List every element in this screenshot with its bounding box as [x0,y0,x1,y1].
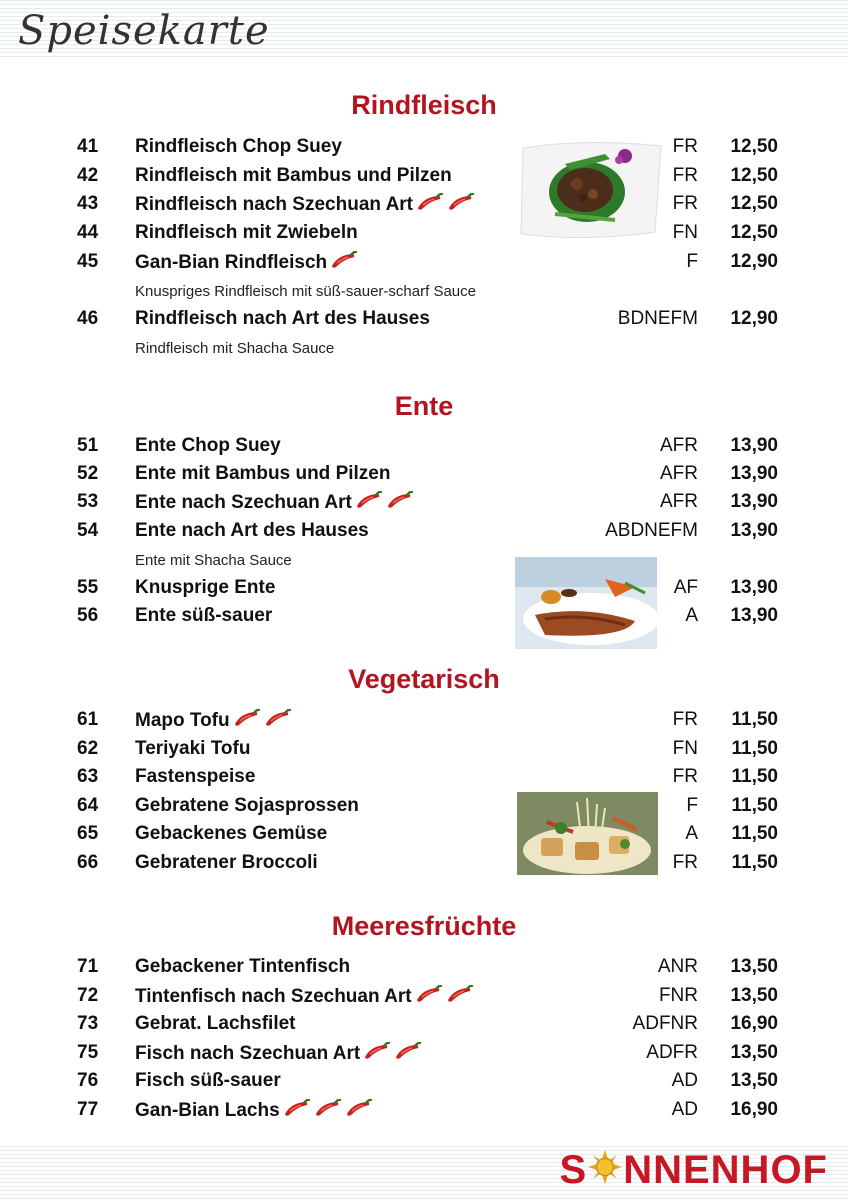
allergen-codes: A [685,605,698,626]
item-name: Tintenfisch nach Szechuan Art [135,986,412,1008]
item-name-wrapper [135,577,275,599]
allergen-codes: AD [671,1099,698,1120]
item-name: Ente süß-sauer [135,605,273,626]
menu-item-row [0,308,848,336]
chili-icon [446,985,474,1009]
item-name-wrapper [135,308,430,330]
item-number: 73 [77,1013,99,1034]
item-number: 44 [77,222,99,243]
item-price: 11,50 [731,852,778,873]
menu-item-row [0,435,848,463]
item-name: Teriyaki Tofu [135,738,251,759]
menu-item-row [0,251,848,279]
item-price: 13,90 [730,605,778,626]
item-price: 11,50 [731,709,778,730]
menu-item-row [0,136,848,164]
section-title-rindfleisch: Rindfleisch [351,90,497,120]
item-price: 12,50 [730,222,778,243]
item-price: 12,50 [730,165,778,186]
chili-icon [386,491,414,515]
item-number: 51 [77,435,99,456]
item-name: Gebratener Broccoli [135,852,318,873]
sun-icon [587,1149,623,1195]
item-number: 72 [77,985,99,1006]
item-price: 16,90 [730,1013,778,1034]
item-name-wrapper [135,852,318,874]
menu-item-row [0,491,848,519]
item-price: 12,50 [730,136,778,157]
chili-icon [355,491,383,515]
item-price: 13,90 [730,463,778,484]
menu-item-row [0,956,848,984]
item-price: 12,90 [730,308,778,329]
logo-text-end: NNENHOF [623,1148,828,1192]
allergen-codes: FR [672,165,698,186]
item-name: Knusprige Ente [135,577,276,598]
item-name: Gebrat. Lachsfilet [135,1013,296,1034]
item-number: 63 [77,766,99,787]
item-price: 12,50 [730,193,778,214]
item-name-wrapper [135,709,292,733]
chili-icon [447,193,475,217]
chili-icon [233,709,261,733]
item-name: Gebackenes Gemüse [135,823,328,844]
item-number: 43 [77,193,99,214]
item-name-wrapper [135,956,350,978]
chili-icon [330,251,358,275]
item-number: 56 [77,605,99,626]
item-number: 41 [77,136,99,157]
menu-item-row [0,577,848,605]
menu-item-row [0,193,848,221]
menu-item-row [0,222,848,250]
menu-item-row [0,520,848,548]
item-price: 13,50 [730,985,778,1006]
item-price: 13,50 [730,956,778,977]
item-name-wrapper [135,738,250,760]
allergen-codes: FR [672,852,698,873]
chili-icon [314,1099,342,1123]
item-name: Rindfleisch mit Bambus und Pilzen [135,165,452,186]
item-number: 62 [77,738,99,759]
allergen-codes: F [686,795,698,816]
item-name-wrapper [135,1042,422,1066]
allergen-codes: F [686,251,698,272]
item-number: 53 [77,491,99,512]
item-price: 13,50 [730,1042,778,1063]
menu-item-row [0,1042,848,1070]
item-price: 13,90 [730,491,778,512]
menu-item-row [0,852,848,880]
menu-item-row [0,823,848,851]
chili-icon [363,1042,391,1066]
item-number: 71 [77,956,99,977]
chili-icon [415,985,443,1009]
logo-text-start: S [559,1148,588,1192]
item-name-wrapper [135,795,359,817]
item-number: 77 [77,1099,99,1120]
item-number: 54 [77,520,99,541]
item-name: Gebackener Tintenfisch [135,956,351,977]
item-price: 13,90 [730,520,778,541]
allergen-codes: FN [672,222,698,243]
item-number: 42 [77,165,99,186]
item-name: Rindfleisch nach Art des Hauses [135,308,430,329]
item-price: 16,90 [730,1099,778,1120]
item-name-wrapper [135,435,281,457]
item-name-wrapper [135,1070,281,1092]
item-name: Ente nach Art des Hauses [135,520,369,541]
section-title-vegetarisch: Vegetarisch [348,664,500,694]
allergen-codes: AD [671,1070,698,1091]
item-number: 76 [77,1070,99,1091]
item-price: 13,90 [730,577,778,598]
item-number: 61 [77,709,99,730]
chili-icon [345,1099,373,1123]
allergen-codes: FR [672,709,698,730]
menu-item-row [0,1099,848,1127]
allergen-codes: ADFNR [632,1013,698,1034]
item-name-wrapper [135,165,452,187]
allergen-codes: AFR [660,435,698,456]
item-name-wrapper [135,823,327,845]
item-description: Knuspriges Rindfleisch mit süß-sauer-scharf Sauce [135,283,476,300]
menu-item-row [0,1070,848,1098]
item-name: Gan-Bian Rindfleisch [135,252,328,274]
item-name-wrapper [135,491,414,515]
item-name: Rindfleisch Chop Suey [135,136,342,157]
item-name-wrapper [135,222,358,244]
allergen-codes: BDNEFM [617,308,698,329]
item-description: Rindfleisch mit Shacha Sauce [135,340,335,357]
allergen-codes: FNR [658,985,698,1006]
item-name-wrapper [135,1013,296,1035]
item-price: 12,90 [730,251,778,272]
chili-icon [394,1042,422,1066]
menu-item-row [0,795,848,823]
item-number: 75 [77,1042,99,1063]
allergen-codes: FR [672,766,698,787]
item-description: Ente mit Shacha Sauce [135,552,292,569]
item-name: Fisch süß-sauer [135,1070,281,1091]
allergen-codes: FR [672,193,698,214]
allergen-codes: AFR [660,491,698,512]
allergen-codes: ANR [657,956,698,977]
item-name-wrapper [135,1099,373,1123]
item-number: 45 [77,251,99,272]
item-name: Rindfleisch mit Zwiebeln [135,222,358,243]
item-name: Ente mit Bambus und Pilzen [135,463,391,484]
item-name-wrapper [135,766,255,788]
chili-icon [283,1099,311,1123]
item-name: Fastenspeise [135,766,256,787]
item-number: 52 [77,463,99,484]
page-title: Speisekarte [18,8,270,54]
item-price: 13,50 [730,1070,778,1091]
item-name-wrapper [135,520,369,542]
item-number: 46 [77,308,99,329]
allergen-codes: ADFR [646,1042,698,1063]
item-name-wrapper [135,605,272,627]
chili-icon [416,193,444,217]
item-price: 11,50 [731,823,778,844]
allergen-codes: FR [672,136,698,157]
allergen-codes: FN [672,738,698,759]
item-name: Ente Chop Suey [135,435,281,456]
menu-item-row [0,985,848,1013]
item-price: 11,50 [731,795,778,816]
item-number: 66 [77,852,99,873]
item-name: Rindfleisch nach Szechuan Art [135,194,414,216]
item-name-wrapper [135,251,358,275]
item-price: 13,90 [730,435,778,456]
item-name-wrapper [135,463,390,485]
item-name: Mapo Tofu [135,710,230,732]
menu-item-row [0,709,848,737]
section-title-meeresfruechte: Meeresfrüchte [331,911,517,941]
menu-item-row [0,1013,848,1041]
item-price: 11,50 [731,766,778,787]
allergen-codes: AF [673,577,698,598]
item-name-wrapper [135,193,475,217]
allergen-codes: ABDNEFM [605,520,698,541]
item-number: 64 [77,795,99,816]
item-name-wrapper [135,136,342,158]
menu-item-row [0,738,848,766]
chili-icon [264,709,292,733]
allergen-codes: AFR [660,463,698,484]
item-number: 65 [77,823,99,844]
section-title-ente: Ente [394,391,454,421]
item-number: 55 [77,577,99,598]
brand-logo [560,1148,828,1195]
menu-item-row [0,463,848,491]
item-name: Gebratene Sojasprossen [135,795,359,816]
item-name: Gan-Bian Lachs [135,1100,280,1122]
item-name: Ente nach Szechuan Art [135,492,352,514]
allergen-codes: A [685,823,698,844]
menu-item-row [0,766,848,794]
item-price: 11,50 [731,738,778,759]
menu-item-row [0,605,848,633]
item-name: Fisch nach Szechuan Art [135,1043,361,1065]
menu-item-row [0,165,848,193]
item-name-wrapper [135,985,474,1009]
